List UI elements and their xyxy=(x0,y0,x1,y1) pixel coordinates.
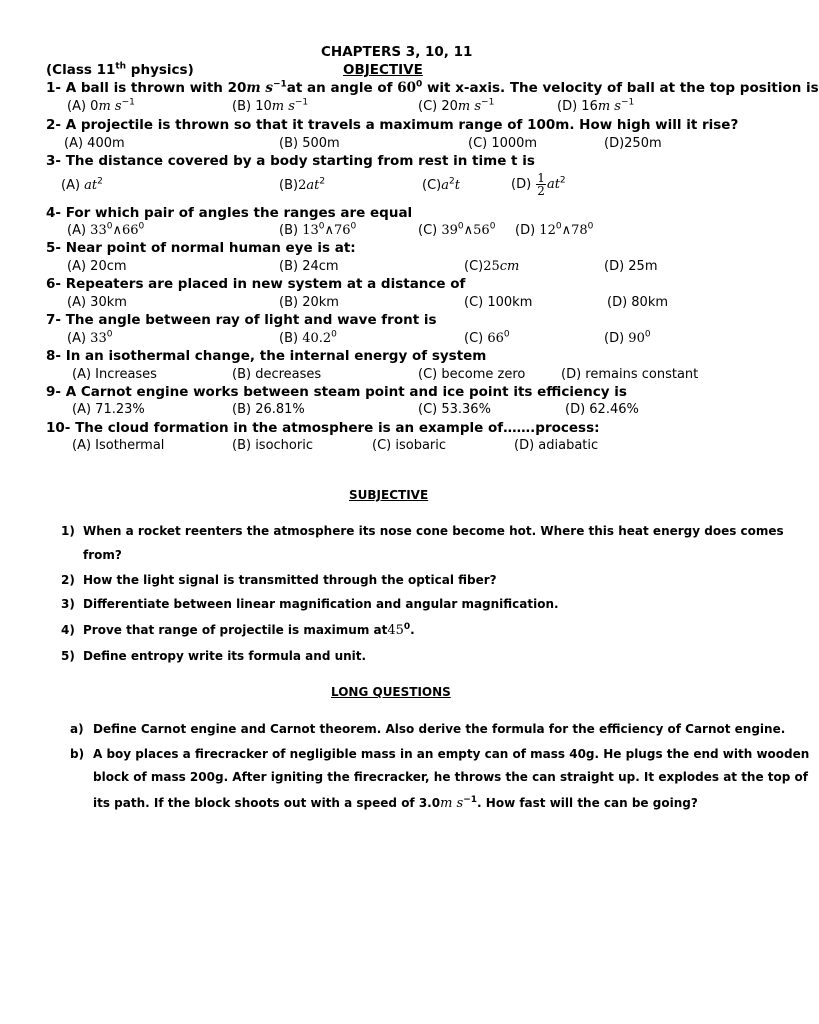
q9-option-a: (A) 71.23% xyxy=(72,402,145,417)
question-1: 1- A ball is thrown with 20m $s^{-1}at$ an angle of $60^0$ wit x-axis. The velocity of ball at the top position is xyxy=(46,79,819,96)
q7-option-c: (C) $66^0$ xyxy=(464,329,510,346)
fraction-one-half: $\frac{1}{2}$ xyxy=(537,171,545,198)
question-9: 9- A Carnot engine works between steam point and ice point its efficiency is xyxy=(46,384,627,400)
question-4: 4- For which pair of angles the ranges are equal xyxy=(46,205,413,221)
q9-option-c: (C) 53.36% xyxy=(418,402,491,417)
q7-option-a: (A) $33^0$ xyxy=(67,329,113,346)
subjective-question-4: Prove that range of projectile is maximum $at45^0$. xyxy=(83,622,415,638)
q6-option-c: (C) 100km xyxy=(464,295,533,310)
question-8: 8- In an isothermal change, the internal energy of system xyxy=(46,348,487,364)
q8-option-b: (B) decreases xyxy=(232,367,322,382)
q7-option-d: (D) $90^0$ xyxy=(604,329,651,346)
long-questions-heading: LONG QUESTIONS xyxy=(331,685,451,699)
subjective-question-5: Define entropy write its formula and unit. xyxy=(83,649,367,663)
subjective-question-1-line2: from? xyxy=(83,548,122,562)
class-label: (Class 11th physics) xyxy=(46,61,194,78)
question-3: 3- The distance covered by a body starting from rest in time t is xyxy=(46,153,535,169)
long-number-b: b) xyxy=(70,747,85,761)
q4-option-d: (D) $12^0\wedge 78^0$ xyxy=(515,221,594,238)
page-title: CHAPTERS 3, 10, 11 xyxy=(321,44,473,60)
q2-option-c: (C) 1000m xyxy=(468,136,538,151)
q8-option-d: (D) remains constant xyxy=(561,367,699,382)
subjective-number-1: 1) xyxy=(61,524,75,538)
question-2: 2- A projectile is thrown so that it travels a maximum range of 100m. How high will it rise? xyxy=(46,117,739,133)
q10-option-d: (D) adiabatic xyxy=(514,438,599,453)
subjective-question-1-line1: When a rocket reenters the atmosphere its nose cone become hot. Where this heat energy does comes xyxy=(83,524,784,538)
q10-option-c: (C) isobaric xyxy=(372,438,447,453)
subjective-number-4: 4) xyxy=(61,623,75,637)
q10-option-a: (A) Isothermal xyxy=(72,438,165,453)
long-question-b-line2: block of mass 200g. After igniting the firecracker, he throws the can straight up. It explodes at the top of xyxy=(93,770,809,784)
q6-option-a: (A) 30km xyxy=(67,295,127,310)
q7-option-b: (B) 40.2$^0$ xyxy=(279,329,337,346)
q1-option-c: (C) 20m $s^{-1}$ xyxy=(418,97,495,114)
long-question-b-line3: its path. If the block shoots out with a speed of 3.0m $s^{-1}$. How fast will the can be going? xyxy=(93,795,698,811)
q1-option-d: (D) 16m $s^{-1}$ xyxy=(557,97,635,114)
subjective-heading: SUBJECTIVE xyxy=(349,488,429,502)
question-5: 5- Near point of normal human eye is at: xyxy=(46,240,356,256)
q4-option-a: (A) $33^0\wedge 66^0$ xyxy=(67,221,145,238)
long-question-b-line1: A boy places a firecracker of negligible mass in an empty can of mass 40g. He plugs the end with wooden xyxy=(93,747,810,761)
question-10: 10- The cloud formation in the atmosphere is an example of…….process: xyxy=(46,420,600,436)
q5-option-a: (A) 20cm xyxy=(67,259,127,274)
q8-option-c: (C) become zero xyxy=(418,367,526,382)
subjective-question-2: How the light signal is transmitted through the optical fiber? xyxy=(83,573,497,587)
subjective-number-2: 2) xyxy=(61,573,75,587)
q2-option-a: (A) 400m xyxy=(64,136,125,151)
q1-option-a: (A) 0m $s^{-1}$ xyxy=(67,97,135,114)
q5-option-c: (C)25cm xyxy=(464,259,520,274)
q3-option-a: (A) $at^2$ xyxy=(61,176,103,193)
q3-option-b: $(B)2at^2$ xyxy=(279,176,326,193)
q2-option-d: (D)250m xyxy=(604,136,662,151)
long-number-a: a) xyxy=(70,722,84,736)
q3-option-c: $(C)a^2t$ xyxy=(422,176,460,193)
long-question-a: Define Carnot engine and Carnot theorem. Also derive the formula for the efficiency of Carnot engine. xyxy=(93,722,786,736)
q5-option-d: (D) 25m xyxy=(604,259,658,274)
q4-option-b: (B) $13^0\wedge 76^0$ xyxy=(279,221,357,238)
q6-option-b: (B) 20km xyxy=(279,295,339,310)
subjective-question-3: Differentiate between linear magnification and angular magnification. xyxy=(83,597,559,611)
q10-option-b: (B) isochoric xyxy=(232,438,313,453)
q9-option-d: (D) 62.46% xyxy=(565,402,639,417)
q8-option-a: (A) Increases xyxy=(72,367,157,382)
subjective-number-3: 3) xyxy=(61,597,75,611)
q2-option-b: (B) 500m xyxy=(279,136,340,151)
objective-heading: OBJECTIVE xyxy=(343,62,423,78)
subjective-number-5: 5) xyxy=(61,649,75,663)
q9-option-b: (B) 26.81% xyxy=(232,402,305,417)
q3-option-d: (D) $\frac{1}{2}$ $at^2$ xyxy=(511,171,566,198)
q6-option-d: (D) 80km xyxy=(607,295,669,310)
q4-option-c: (C) $39^0\wedge 56^0$ xyxy=(418,221,496,238)
q1-option-b: (B) 10m $s^{-1}$ xyxy=(232,97,309,114)
question-6: 6- Repeaters are placed in new system at a distance of xyxy=(46,276,466,292)
question-7: 7- The angle between ray of light and wave front is xyxy=(46,312,437,328)
q5-option-b: (B) 24cm xyxy=(279,259,339,274)
